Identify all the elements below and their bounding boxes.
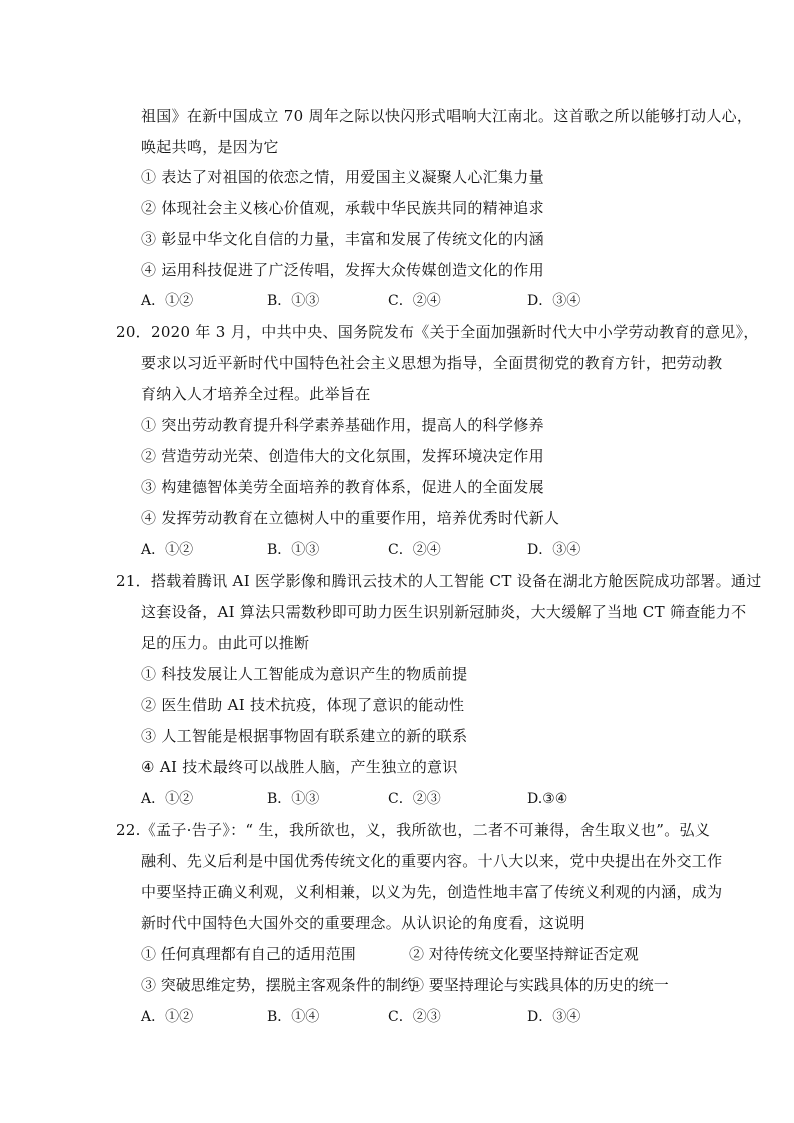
q22-stem-line-3: 中要坚持正确义利观，义利相兼，以义为先，创造性地丰富了传统义利观的内涵，成为 xyxy=(141,883,723,901)
q19-stem-line-1: 祖国》在新中国成立 70 周年之际以快闪形式唱响大江南北。这首歌之所以能够打动人心， xyxy=(141,107,753,125)
q22-option-b[interactable]: B．①④ xyxy=(267,1009,320,1025)
q21-stem-line-2: 这套设备，AI 算法只需数秒即可助力医生识别新冠肺炎，大大缓解了当地 CT 筛查能力不 xyxy=(141,603,747,621)
q20-statement-1: ① 突出劳动教育提升科学素养基础作用，提高人的科学修养 xyxy=(141,416,544,434)
q20-stem-line-1: 20．2020 年 3 月，中共中央、国务院发布《关于全面加强新时代大中小学劳动教育的意见》， xyxy=(116,323,759,341)
q21-statement-3: ③ 人工智能是根据事物固有联系建立的新的联系 xyxy=(141,727,468,745)
q22-stem-line-2: 融利、先义后利是中国优秀传统文化的重要内容。十八大以来，党中央提出在外交工作 xyxy=(141,852,723,870)
q21-option-a[interactable]: A．①② xyxy=(141,791,194,807)
q20-statement-2: ② 营造劳动光荣、创造伟大的文化氛围，发挥环境决定作用 xyxy=(141,447,544,465)
q21-option-c[interactable]: C．②③ xyxy=(388,791,441,807)
q22-stem-line-1: 22.《孟子·告子》：“ 生，我所欲也，义，我所欲也，二者不可兼得，舍生取义也”。弘义 xyxy=(116,821,711,839)
q19-stem-line-2: 唤起共鸣，是因为它 xyxy=(141,138,279,156)
q19-statement-1: ① 表达了对祖国的依恋之情，用爱国主义凝聚人心汇集力量 xyxy=(141,168,544,186)
q20-stem-line-3: 育纳入人才培养全过程。此举旨在 xyxy=(141,385,371,403)
q21-statement-1: ① 科技发展让人工智能成为意识产生的物质前提 xyxy=(141,665,468,683)
q22-statements-row-1 xyxy=(141,944,701,964)
q20-statement-4: ④ 发挥劳动教育在立德树人中的重要作用，培养优秀时代新人 xyxy=(141,509,560,527)
q19-option-c[interactable]: C．②④ xyxy=(388,293,441,309)
q22-option-c[interactable]: C．②③ xyxy=(388,1009,441,1025)
q20-option-a[interactable]: A．①② xyxy=(141,542,194,558)
q22-option-d[interactable]: D．③④ xyxy=(527,1009,581,1025)
q19-statement-3: ③ 彰显中华文化自信的力量，丰富和发展了传统文化的内涵 xyxy=(141,230,544,248)
q22-option-a[interactable]: A．①② xyxy=(141,1009,194,1025)
q21-stem-line-1: 21．搭载着腾讯 AI 医学影像和腾讯云技术的人工智能 CT 设备在湖北方舱医院成功部署。通过 xyxy=(116,572,762,590)
q19-statement-2: ② 体现社会主义核心价值观，承载中华民族共同的精神追求 xyxy=(141,199,544,217)
q22-stem-line-4: 新时代中国特色大国外交的重要理念。从认识论的角度看，这说明 xyxy=(141,914,585,932)
q20-option-d[interactable]: D．③④ xyxy=(527,542,581,558)
q21-options xyxy=(141,789,701,809)
q22-statement-1: ① 任何真理都有自己的适用范围 xyxy=(141,945,356,963)
q22-statement-4: ④ 要坚持理论与实践具体的历史的统一 xyxy=(409,976,669,994)
q19-option-a[interactable]: A．①② xyxy=(141,293,194,309)
q20-stem-line-2: 要求以习近平新时代中国特色社会主义思想为指导，全面贯彻党的教育方针，把劳动教 xyxy=(141,354,723,372)
q21-stem-line-3: 足的压力。由此可以推断 xyxy=(141,634,310,652)
q21-option-d[interactable]: D.③④ xyxy=(527,791,568,807)
q19-statement-4: ④ 运用科技促进了广泛传唱，发挥大众传媒创造文化的作用 xyxy=(141,261,544,279)
q22-statement-2: ② 对待传统文化要坚持辩证否定观 xyxy=(409,945,639,963)
q20-option-c[interactable]: C．②④ xyxy=(388,542,441,558)
q19-option-b[interactable]: B．①③ xyxy=(267,293,320,309)
q22-statement-3: ③ 突破思维定势，摆脱主客观条件的制约 xyxy=(141,976,416,994)
q21-statement-4: ④ AI 技术最终可以战胜人脑，产生独立的意识 xyxy=(141,758,458,776)
q22-statements-row-2 xyxy=(141,975,701,995)
q20-option-b[interactable]: B．①③ xyxy=(267,542,320,558)
q19-options xyxy=(141,291,701,311)
q20-options xyxy=(141,540,701,560)
q21-statement-2: ② 医生借助 AI 技术抗疫，体现了意识的能动性 xyxy=(141,696,465,714)
q19-option-d[interactable]: D．③④ xyxy=(527,293,581,309)
q21-option-b[interactable]: B．①③ xyxy=(267,791,320,807)
q22-options xyxy=(141,1007,701,1027)
q20-statement-3: ③ 构建德智体美劳全面培养的教育体系，促进人的全面发展 xyxy=(141,478,544,496)
